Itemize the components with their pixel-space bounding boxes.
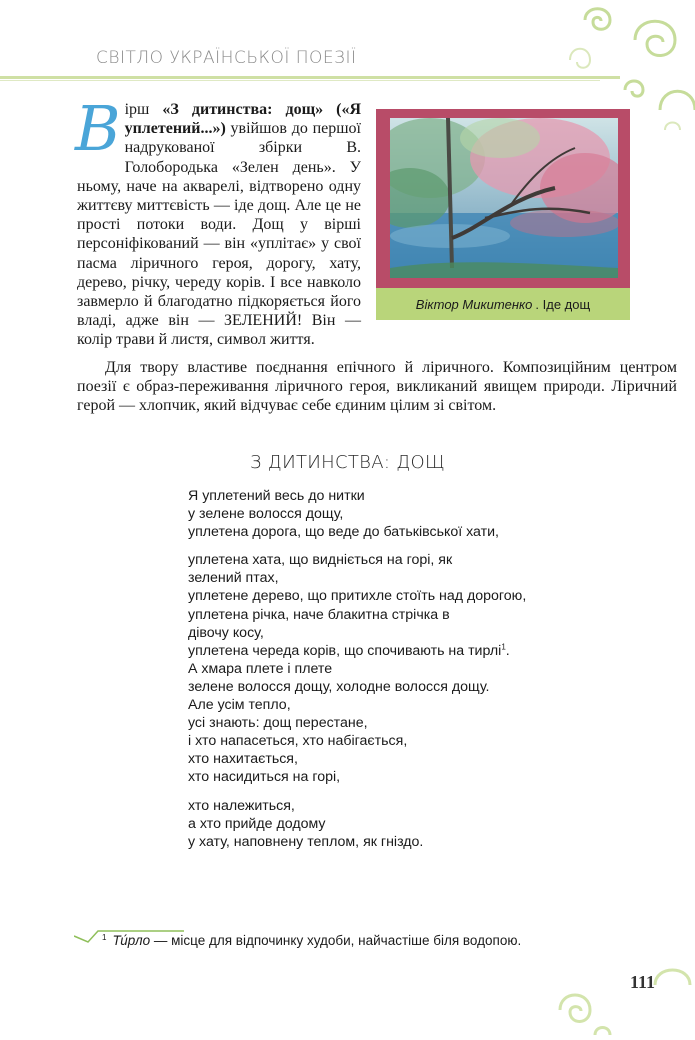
poem-line: зелений птах, [188,570,279,587]
poem-line: Я уплетений весь до нитки [188,488,365,504]
poem-line: уплетене дерево, що притихле стоїть над дорогою, [188,588,527,605]
paragraph-2 [77,358,677,416]
poem-line: а хто прийде додому [188,815,326,832]
paragraph-2-text: Для твору властиве поєднання епічного й ліричного. Композиційним центром поезії є образ-переживання ліричного героя, викликаний явищем природи. Ліричний герой — хлопчик, який відчуває себе єдиним цілим зі світом. [77,359,677,415]
page-number: 111 [629,972,655,992]
poem-line: хто насидиться на горі, [188,769,341,786]
caption-author: Віктор Микитенко [415,296,533,312]
poem-line: уплетена дорога, що веде до батьківської хати, [188,524,499,541]
caption-title: . Іде дощ [535,296,591,312]
poem-body [188,487,608,861]
poem-line: уплетена череда корів, що спочивають на тирлі$^1$. [188,642,510,659]
poem-line: хто належиться, [188,797,295,814]
section-header: СВІТЛО УКРАЇНСЬКОЇ ПОЕЗІЇ [96,48,357,68]
poem-line: уплетена хата, що видніється на горі, як [188,552,453,569]
decorative-swirls-bottom [545,950,695,1040]
stanza-2 [188,551,608,786]
poem-title: З ДИТИНСТВА: ДОЩ [250,452,445,473]
painting-caption [376,288,630,320]
footnote-number: 1 [102,932,107,942]
footnote-definition: — місце для відпочинку худоби, найчастіше біля водопою. [150,933,522,948]
poem-line: дівочу косу, [188,624,264,641]
poem-line: у хату, наповнену теплом, як гніздо. [188,833,424,850]
stanza-1 [188,487,608,541]
header-divider-thin [0,80,600,81]
footnote [102,933,602,948]
footnote-term: Ти́рло [112,933,151,948]
poem-line: Але усім тепло, [188,697,291,714]
drop-cap: В [75,92,121,165]
poem-line: зелене волосся дощу, холодне волосся дощу. [188,678,490,695]
poem-line-text: уплетена череда корів, що спочивають на тирлі [188,642,502,659]
header-divider [0,76,620,79]
poem-line: і хто напасеться, хто набігається, [188,733,408,750]
painting-image [390,118,618,278]
poem-line: у зелене волосся дощу, [188,506,344,523]
footnote-reference[interactable]: 1 [501,642,506,652]
poem-line: усі знають: дощ перестане, [188,715,368,732]
intro-text-start: ірш [124,101,163,118]
poem-line: А хмара плете і плете [188,660,333,677]
poem-line: уплетена річка, наче блакитна стрічка в [188,606,450,623]
poem-line: хто нахитається, [188,751,298,768]
intro-paragraph [75,92,362,350]
intro-text-body: увійшов до першої надрукованої збірки В. Голобородька «Зелен день». У ньому, наче на акварелі, відтворено одну життєву миттєвість — іде дощ. Але це не прості потоки води. Дощ у вірші персоніфікований — він «уплітає» у свої пасма ліричного героя, дорогу, хату, дерево, річку, череду корів. І все навколо завмерло й благодатно підкоряється його владі, адже він — ЗЕЛЕНИЙ! Він — колір трави й листя, символ життя. [77,120,361,349]
stanza-3 [188,797,608,851]
poem-reference: «З дитинства: дощ» («Я уплетений...») [124,101,362,138]
